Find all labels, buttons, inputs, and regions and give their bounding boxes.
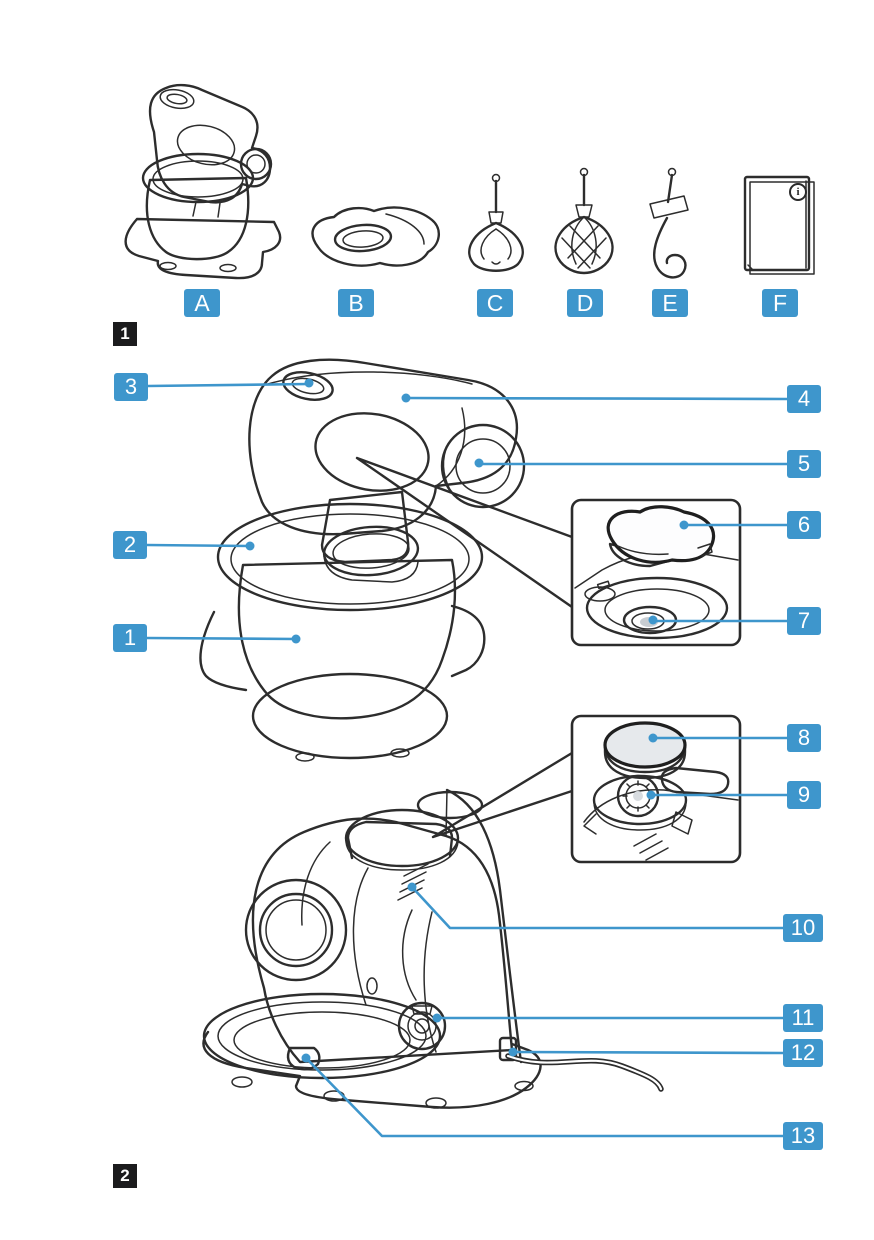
callout-leader-10 <box>408 883 784 929</box>
callout-label-6: 6 <box>787 511 821 539</box>
callout-label-13: 13 <box>783 1122 823 1150</box>
callout-leader-3 <box>148 379 314 388</box>
mixer-front-illustration <box>200 360 524 761</box>
callout-label-10: 10 <box>783 914 823 942</box>
item-label-d: D <box>567 289 603 317</box>
callout-leader-12 <box>509 1048 784 1057</box>
detail-inset-lid <box>357 458 740 645</box>
kneading-hook-icon <box>650 169 688 278</box>
callout-label-3: 3 <box>114 373 148 401</box>
callout-leader-5 <box>475 459 788 468</box>
figure-2-marker: 2 <box>113 1164 137 1188</box>
callout-label-7: 7 <box>787 607 821 635</box>
callout-label-9: 9 <box>787 781 821 809</box>
item-label-b: B <box>338 289 374 317</box>
item-label-f: F <box>762 289 798 317</box>
callout-label-4: 4 <box>787 385 821 413</box>
figure-1-marker: 1 <box>113 322 137 346</box>
callout-label-12: 12 <box>783 1039 823 1067</box>
callout-label-5: 5 <box>787 450 821 478</box>
callout-label-11: 11 <box>783 1004 823 1032</box>
callout-label-1: 1 <box>113 624 147 652</box>
callout-leader-11 <box>433 1014 784 1023</box>
stand-mixer-icon <box>126 85 281 278</box>
item-label-e: E <box>652 289 688 317</box>
splash-guard-lid-icon <box>313 208 439 266</box>
callout-leader-4 <box>402 394 788 403</box>
item-label-a: A <box>184 289 220 317</box>
item-label-c: C <box>477 289 513 317</box>
flat-beating-whisk-icon <box>469 175 522 271</box>
callout-label-2: 2 <box>113 531 147 559</box>
callout-leader-1 <box>147 635 301 644</box>
callout-label-8: 8 <box>787 724 821 752</box>
info-icon: i <box>789 183 807 201</box>
stirring-whisk-icon <box>556 169 613 274</box>
